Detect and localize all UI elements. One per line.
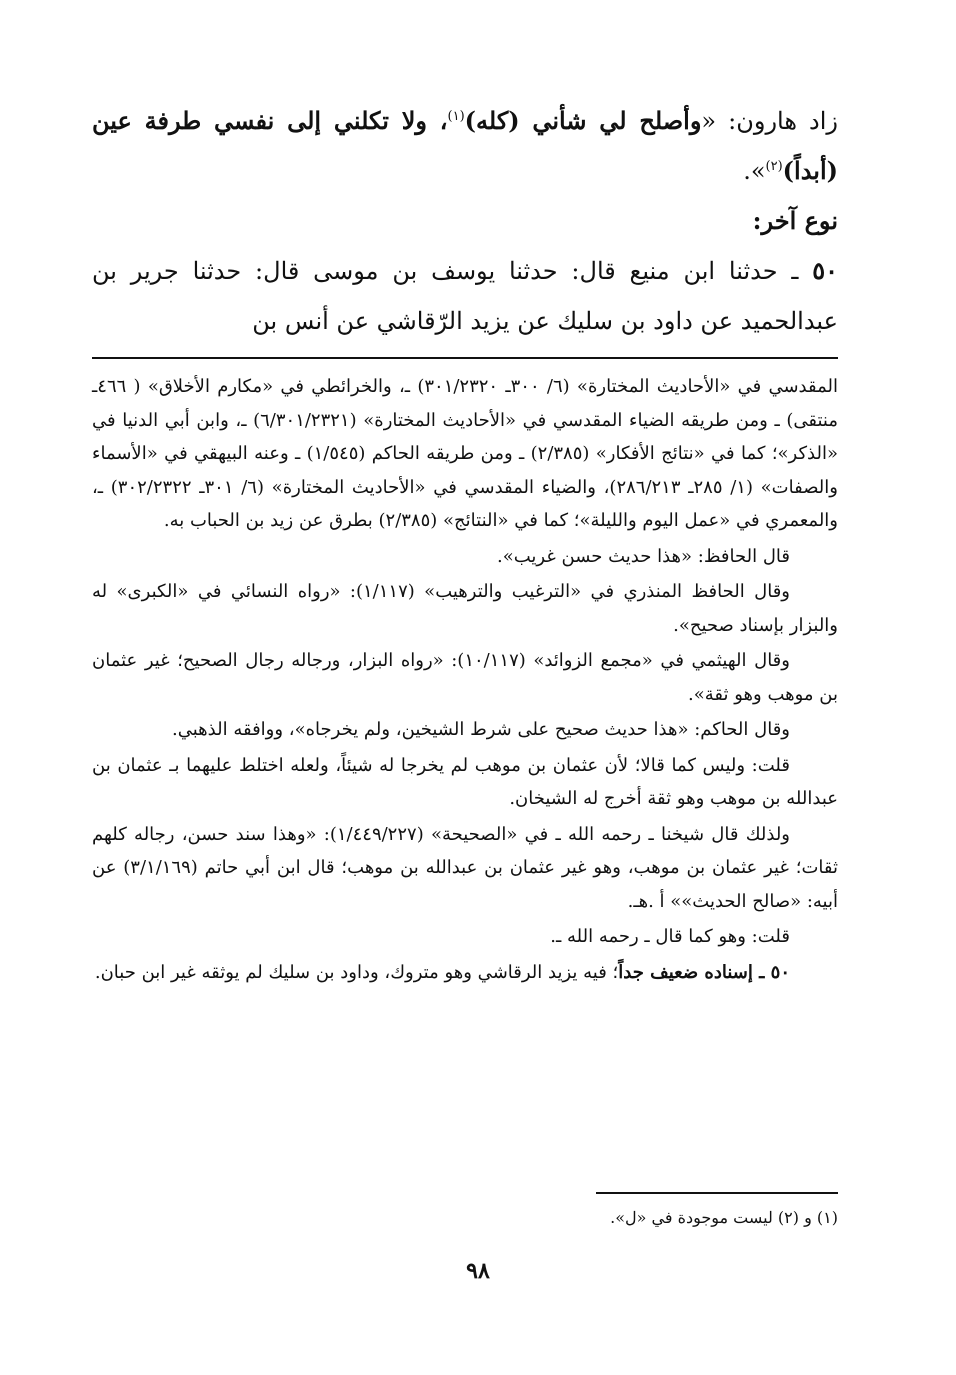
notes-divider	[92, 357, 838, 359]
commentary-notes	[92, 370, 838, 991]
note-paragraph: المقدسي في «الأحاديث المختارة» (٦/ ٣٠٠ـ ٣٠١/٢٣٢٠) ـ، والخرائطي في «مكارم الأخلاق» ( ٤٦٦ـ منتقى) ـ ومن طريقه الضياء المقدسي في «الأحاديث المختارة» (٦/٣٠١/٢٣٢١) ـ، وابن أبي الدنيا في «الذكر»؛ كما في «نتائج الأفكار» (٢/٣٨٥) ـ ومن طريقه الحاكم (١/٥٤٥) ـ وعنه البيهقي في «الأسماء والصفات» (١/ ٢٨٥ـ ٢٨٦/٢١٣)، والضياء المقدسي في «الأحاديث المختارة» (٦/ ٣٠١ـ ٣٠٢/٢٣٢٢) ـ، والمعمري في «عمل اليوم والليلة»؛ كما في «النتائج» (٢/٣٨٥) بطرق عن زيد بن الحباب به.	[92, 376, 838, 531]
note-paragraph: وقال الهيثمي في «مجمع الزوائد» (١٠/١١٧): «رواه البزار، ورجاله رجال الصحيح؛ غير عثمان بن موهب وهو ثقة».	[92, 650, 838, 705]
hadith-addition	[92, 96, 838, 196]
page-number: ٩٨	[466, 1258, 490, 1284]
grading-number: ٥٠	[770, 961, 790, 983]
section-heading: نوع آخر:	[752, 206, 838, 235]
text-quote-bold-2: ، ولا تكلني إلى نفسي طرفة عين (أبداً)	[92, 106, 838, 185]
hadith-number: ٥٠	[812, 256, 838, 285]
note-paragraph: ولذلك قال شيخنا ـ رحمه الله ـ في «الصحيحة» (١/٤٤٩/٢٢٧): «وهذا سند حسن، رجاله كلهم ثقات؛ غير عثمان بن موهب، وهو غير عثمان بن عبدالله بن موهب؛ قال ابن أبي حاتم (٣/١/١٦٩) عن أبيه: «صالح الحديث»» أ .هـ.	[92, 823, 838, 912]
note-paragraph: وقال الحاكم: «هذا حديث صحيح على شرط الشيخين، ولم يخرجاه»، ووافقه الذهبي.	[172, 719, 790, 740]
hadith-50	[92, 246, 838, 346]
note-paragraph: وقال الحافظ المنذري في «الترغيب والترهيب» (١/١١٧): «رواه النسائي في «الكبرى» له والبزار بإسناد صحيح».	[92, 581, 838, 636]
text-intro: زاد هارون: «	[701, 107, 839, 135]
footnote: (١) و (٢) ليست موجودة في «ل».	[610, 1208, 838, 1227]
grading-reason: ؛ فيه يزيد الرقاشي وهو متروك، وداود بن سليك لم يوثقه غير ابن حبان.	[94, 961, 619, 983]
main-text	[92, 96, 838, 346]
text-quote-bold: وأصلح لي شأني (كله)	[464, 106, 702, 135]
footnote-ref-2[interactable]: (٢)	[765, 159, 783, 174]
note-paragraph: قلت: وهو كما قال ـ رحمه الله ـ.	[550, 926, 790, 947]
footnote-divider	[596, 1192, 838, 1194]
note-paragraph: قلت: وليس كما قالا؛ لأن عثمان بن موهب لم يخرجا له شيئاً، ولعله اختلط عليهما بـ عثمان بن عبدالله بن موهب وهو ثقة أخرج له الشيخان.	[92, 754, 838, 809]
grading-verdict: ـ إسناده ضعيف جداً	[618, 961, 771, 983]
footnote-ref-1[interactable]: (١)	[447, 109, 465, 124]
note-paragraph: قال الحافظ: «هذا حديث حسن غريب».	[497, 545, 790, 567]
note-paragraph-grading	[92, 956, 838, 990]
hadith-chain: ـ حدثنا ابن منيع قال: حدثنا يوسف بن موسى قال: حدثنا جرير بن عبدالحميد عن داود بن سليك عن يزيد الرّقاشي عن أنس بن	[92, 257, 838, 335]
text-quote-end: ».	[743, 157, 766, 185]
